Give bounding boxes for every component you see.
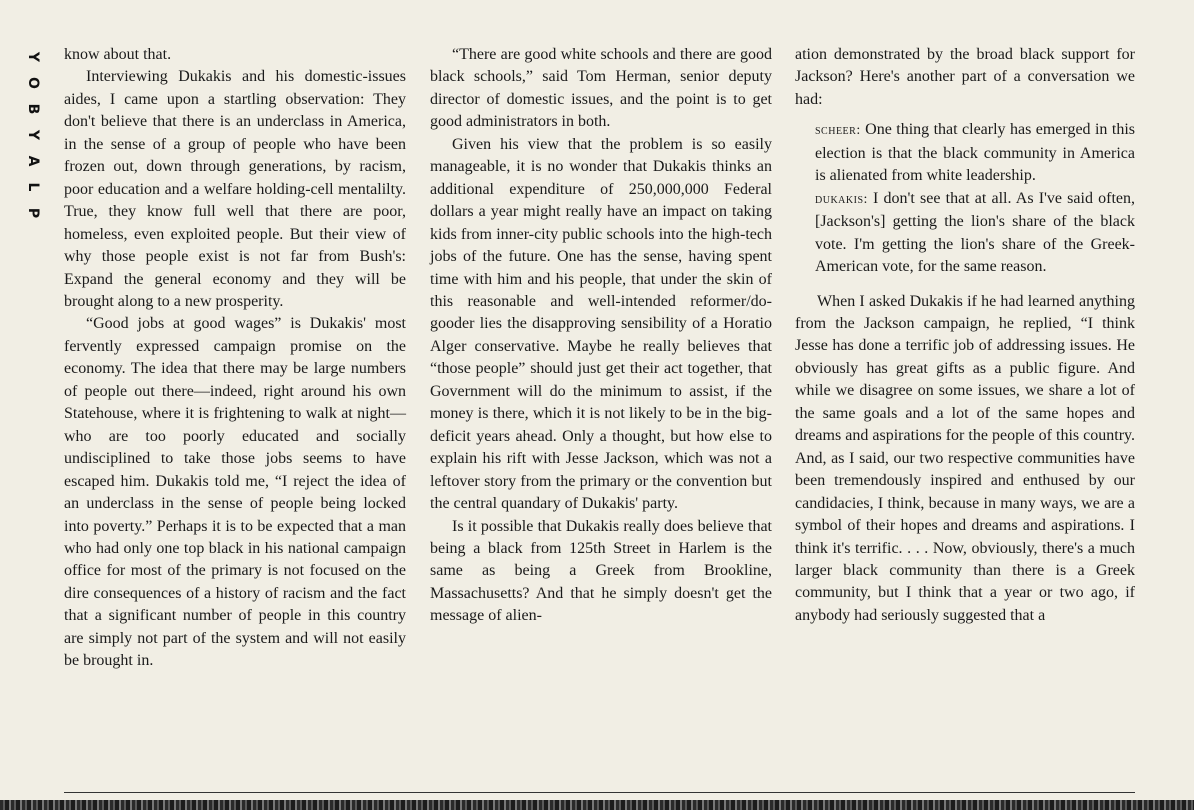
speaker-label: scheer:	[815, 123, 861, 139]
paragraph: know about that.	[64, 46, 172, 63]
brand-letter: A	[25, 155, 41, 167]
brand-letter: Y	[25, 51, 41, 63]
paragraph: When I asked Dukakis if he had learned anything from the Jackson campaign, he replied, “I think Jesse has done a terrific job of addressing issues. He obviously has great gifts as a public figure. And while we disagree on some issues, we share a lot of the same goals and a lot of the same hopes and dreams and aspirations for the people of this country. And, as I said, our two respective communities have been tremendously inspired and enthused by our candidacies, I think, because in many ways, we are a symbol of their hopes and dreams and aspirations. I think it's terrific. . . . Now, obviously, there's a much larger black community than there is a Greek community, but I think that a year or two ago, if anybody had seriously suggested that a	[795, 292, 1135, 624]
paragraph: Given his view that the problem is so easily manageable, it is no wonder that Dukakis thinks an additional expenditure of 250,000,000 Federal dollars a year might really have an impact on taking kids from inner-city public schools into the high-tech jobs of the future. One has the sense, having spent time with him and his people, that under the skin of this reasonable and well-intended reformer/do-gooder lies the disapproving sensibility of a Horatio Alger conservative. Maybe he really believes that “those people” should just get their act together, that Government will do the minimum to assist, if the money is there, which it is not likely to be in the big-deficit years ahead. Only a thought, but how else to explain his rift with Jesse Jackson, which was not a leftover story from the primary or the convention but the central quandary of Dukakis' party.	[430, 135, 772, 513]
brand-letter: O	[25, 77, 41, 89]
article-column-1	[64, 44, 406, 673]
brand-letter: B	[25, 103, 41, 115]
speaker-label: dukakis:	[815, 191, 868, 207]
playboy-vertical-wordmark	[26, 44, 40, 226]
paragraph: Is it possible that Dukakis really does believe that being a black from 125th Street in Harlem is the same as being a Greek from Brookline, Massachusetts? And that he simply doesn't get the message of alien-	[430, 517, 772, 625]
brand-letter: P	[25, 207, 41, 219]
interview-excerpt	[815, 119, 1135, 278]
paragraph: Interviewing Dukakis and his domestic-issues aides, I came upon a startling observation: They don't believe that there is an underclass in America, in the sense of a group of people who have been frozen out, down through generations, by racism, poor education and a welfare holding-cell mentalilty. True, they know full well that there are poor, homeless, even exploited people. But their view of why those people exist is not far from Bush's: Expand the general economy and they will be brought along to a new prosperity.	[64, 68, 406, 310]
interview-line	[815, 119, 1135, 187]
article-column-2	[430, 44, 772, 628]
interview-line	[815, 188, 1135, 279]
brand-letter: L	[25, 182, 41, 192]
interview-text: One thing that clearly has emerged in this election is that the black community in America is alienated from white leadership.	[815, 121, 1135, 185]
footer-rule	[64, 792, 1135, 793]
article-column-3	[795, 44, 1135, 627]
brand-letter: Y	[25, 129, 41, 141]
scan-edge-strip	[0, 800, 1194, 810]
interview-text: I don't see that at all. As I've said often, [Jackson's] getting the lion's share of the black vote. I'm getting the lion's share of the Greek-American vote, for the same reason.	[815, 189, 1135, 276]
paragraph: ation demonstrated by the broad black support for Jackson? Here's another part of a conversation we had:	[795, 46, 1135, 108]
paragraph: “There are good white schools and there are good black schools,” said Tom Herman, senior deputy director of domestic issues, and the point is to get good administrators in both.	[430, 46, 772, 131]
paragraph: “Good jobs at good wages” is Dukakis' most fervently expressed campaign promise on the economy. The idea that there may be large numbers of people out there—indeed, right around his own Statehouse, where it is frightening to walk at night—who are too poorly educated and socially undisciplined to take those jobs seems to have escaped him. Dukakis told me, “I reject the idea of an underclass in the sense of people being locked into poverty.” Perhaps it is to be expected that a man who had only one top black in his national campaign office for most of the primary is not focused on the dire consequences of a history of racism and the fact that a significant number of people in this country are simply not part of the system and will not easily be brought in.	[64, 315, 406, 670]
